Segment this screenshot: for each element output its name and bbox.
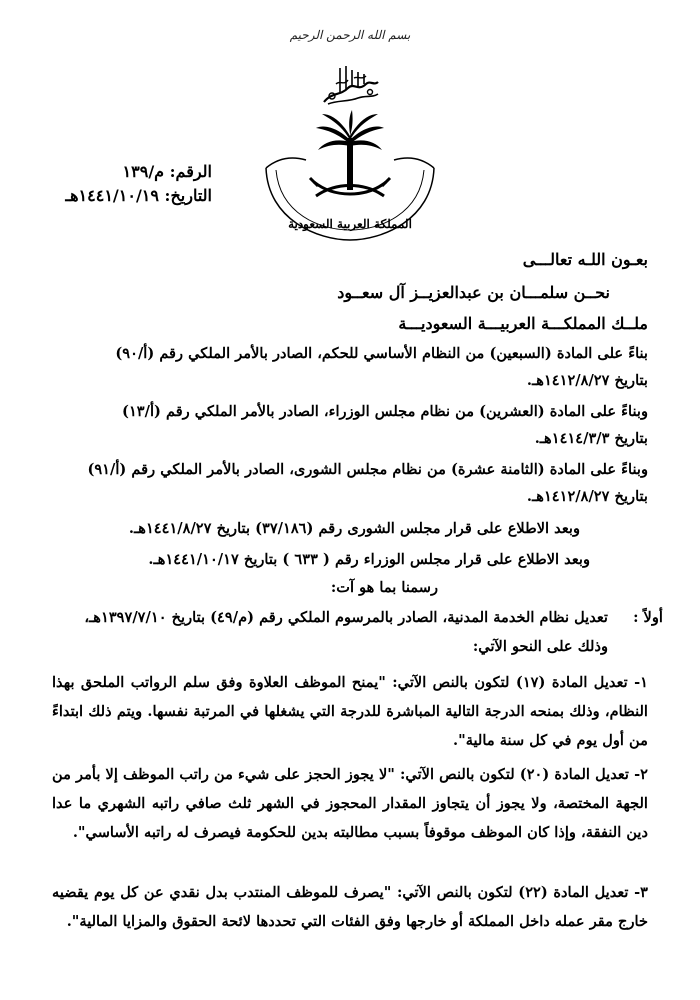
decree-intro: رسمنا بما هو آت:	[330, 579, 438, 596]
first-clause-continuation: وذلك على النحو الآتي:	[472, 638, 608, 655]
council-review-line: وبعد الاطلاع على قرار مجلس الوزراء رقم ( ٦٣٣ ) بتاريخ ١٤٤١/١٠/١٧هـ.	[148, 551, 590, 568]
first-clause-label: أولاً :	[633, 609, 663, 626]
king-name-line: نحــن سلمـــان بن عبدالعزيــز آل سعــود	[337, 283, 610, 302]
amendment-item-3: ٣- تعديل المادة (٢٢) لتكون بالنص الآتي: "يصرف للموظف المنتدب بدل نقدي عن كل يوم يقضيه خارج مقر عمله داخل المملكة أو خارجها وفق الفئات التي تحددها لائحة الحقوق والمزايا المالية".	[52, 884, 648, 930]
basmala: بسم الله الرحمن الرحيم	[289, 28, 411, 42]
shura-review-line: وبعد الاطلاع على قرار مجلس الشورى رقم (٣٧/١٨٦) بتاريخ ١٤٤١/٨/٢٧هـ.	[128, 520, 580, 537]
preamble-2-line-1: وبناءً على المادة (العشرين) من نظام مجلس الوزراء، الصادر بالأمر الملكي رقم (أ/١٣)	[122, 403, 648, 420]
preamble-3-line-1: وبناءً على المادة (الثامنة عشرة) من نظام مجلس الشورى، الصادر بالأمر الملكي رقم (أ/٩١)	[87, 461, 648, 478]
state-emblem-icon	[258, 110, 442, 245]
emblem-text: المملكة العربية السعودية	[288, 217, 412, 231]
preamble-1-line-1: بناءً على المادة (السبعين) من النظام الأساسي للحكم، الصادر بالأمر الملكي رقم (أ/٩٠)	[115, 345, 648, 362]
amendment-item-2: ٢- تعديل المادة (٢٠) لتكون بالنص الآتي: "لا يجوز الحجز على شيء من راتب الموظف إلا بأمر من الجهة المختصة، ولا يجوز أن يتجاوز المقدار المحجوز في الشهر ثلث صافي راتبه الشهري ما عدا دين النفقة، وإذا كان الموظف موقوفاً بسبب مطالبته بدين للحكومة فيصرف له راتبه الأساسي".	[52, 766, 648, 841]
king-title-line: ملــك المملكـــة العربيـــة السعوديـــة	[398, 314, 648, 333]
decree-date: التاريخ: ١٤٤١/١٠/١٩هـ	[65, 186, 212, 205]
preamble-2-line-2: بتاريخ ١٤١٤/٣/٣هـ.	[534, 430, 648, 447]
reference-block	[42, 160, 212, 208]
first-clause-text: تعديل نظام الخدمة المدنية، الصادر بالمرسوم الملكي رقم (م/٤٩) بتاريخ ١٣٩٧/٧/١٠هـ،	[84, 609, 608, 626]
preamble-3-line-2: بتاريخ ١٤١٢/٨/٢٧هـ.	[526, 488, 648, 505]
decree-number: الرقم: م/١٣٩	[122, 162, 212, 181]
preamble-1-line-2: بتاريخ ١٤١٢/٨/٢٧هـ.	[526, 372, 648, 389]
royal-tughra-icon	[318, 62, 382, 108]
opening-line: بعـون اللـه تعالـــى	[522, 250, 648, 269]
amendment-item-1: ١- تعديل المادة (١٧) لتكون بالنص الآتي: "يمنح الموظف العلاوة وفق سلم الرواتب الملحق بهذا النظام، وذلك بمنحه الدرجة التالية المباشرة للدرجة التي يشغلها في المرتبة نفسها. ويتم ذلك ابتداءً من أول يوم في كل سنة مالية".	[52, 674, 648, 749]
